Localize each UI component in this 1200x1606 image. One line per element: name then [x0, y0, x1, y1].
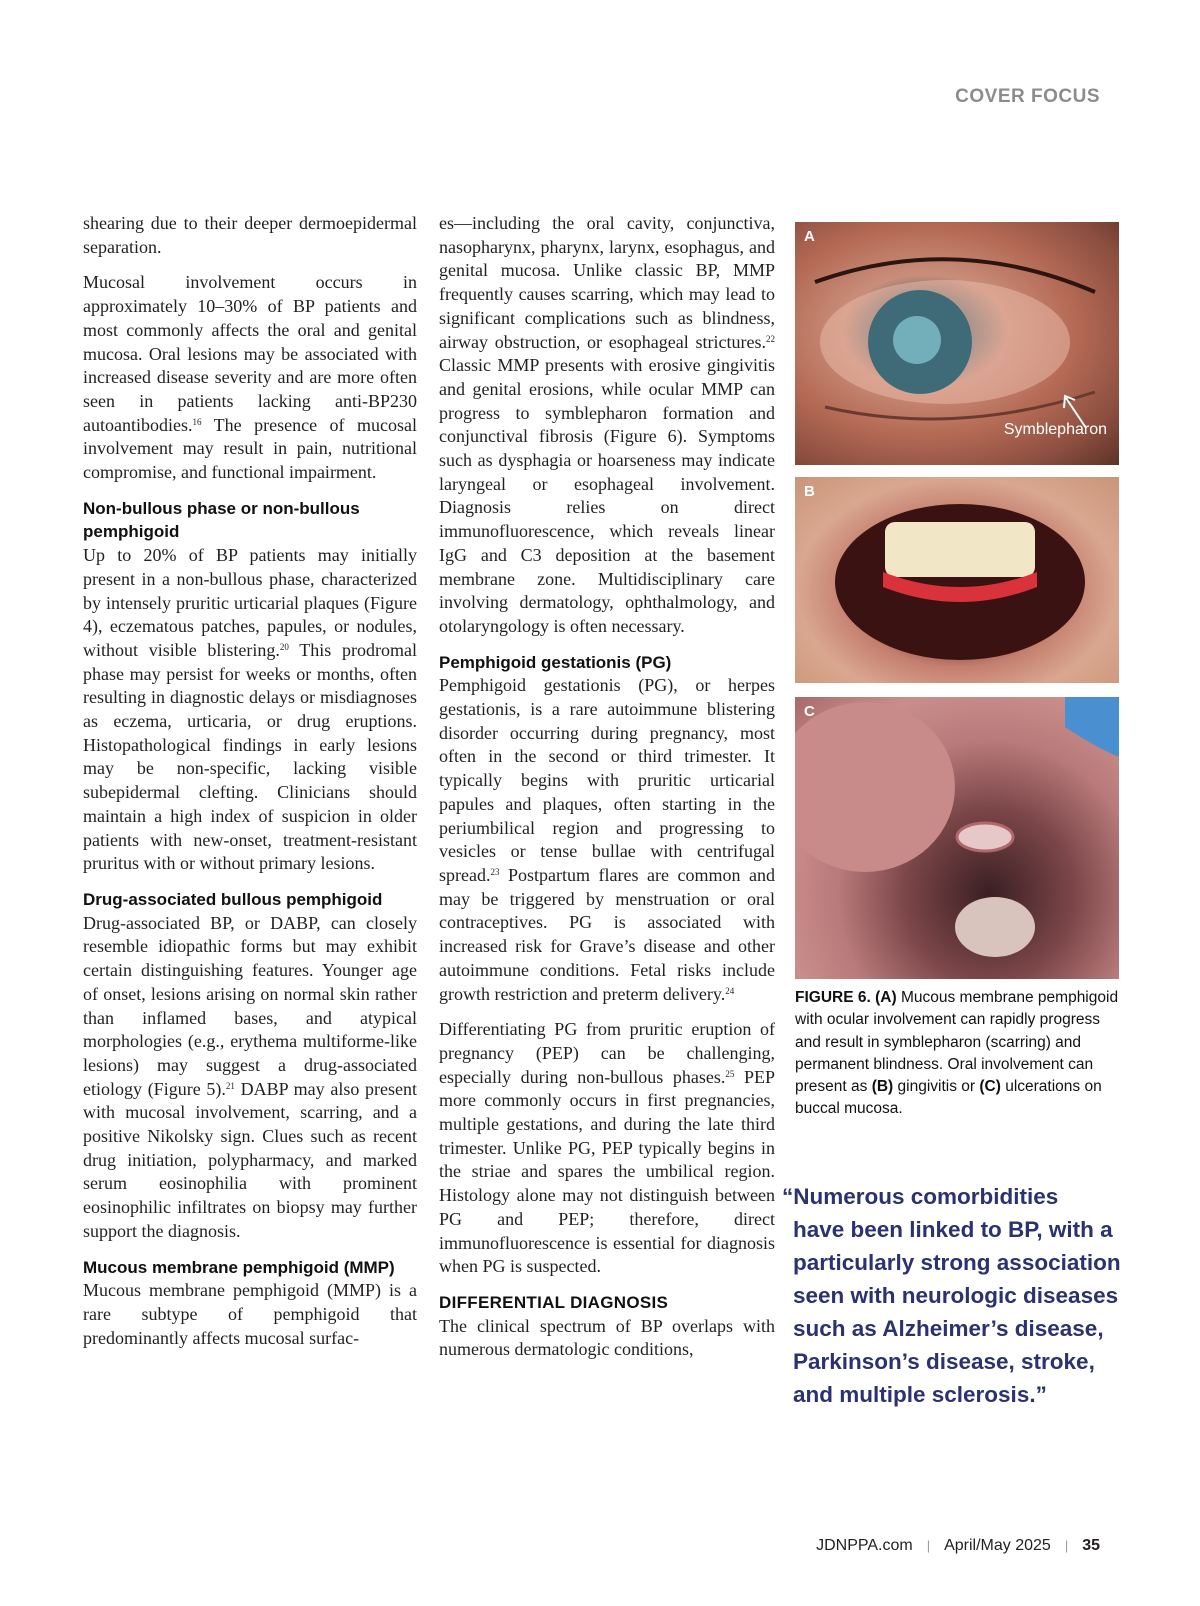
footer-separator: | — [926, 1538, 931, 1553]
footer-site: JDNPPA.com — [816, 1537, 913, 1554]
paragraph: Up to 20% of BP patients may initially present in a non-bullous phase, characterized by intensely pruritic urticarial plaques (Figure 4), eczematous patches, papules, or nodules, without visible blistering.$^{20}$ This prodromal phase may persist for weeks or months, often resulting in diagnostic delays or misdiagnoses as eczema, urticaria, or drug eruptions. Histopathological findings in early lesions may be non-specific, lacking visible subepidermal clefting. Clinicians should maintain a high index of suspicion in older patients with new-onset, treatment-resistant pruritus with or without primary lesions. — [83, 545, 417, 874]
pull-quote-line: and multiple sclerosis.” — [793, 1382, 1047, 1407]
pull-quote-line: have been linked to BP, with a — [793, 1217, 1113, 1242]
paragraph: shearing due to their deeper dermoepidermal separation. — [83, 213, 417, 257]
reference-marker: 24 — [725, 985, 735, 996]
paragraph: The clinical spectrum of BP overlaps with numerous dermatologic conditions, — [439, 1315, 775, 1360]
article-column-2 — [439, 212, 775, 1362]
section-header: COVER FOCUS — [955, 86, 1100, 107]
reference-marker: 23 — [490, 866, 500, 877]
reference-marker: 21 — [225, 1080, 235, 1091]
paragraph: Mucosal involvement occurs in approximately 10–30% of BP patients and most commonly affects the oral and genital mucosa. Oral lesions may be associated with increased disease severity and are more often seen in patients lacking anti-BP230 autoantibodies.$^{16}$ The presence of mucosal involvement may result in pain, nutritional compromise, and functional impairment. — [83, 272, 417, 483]
figure-panel-b-gingivitis-photo — [795, 477, 1119, 683]
paragraph: Pemphigoid gestationis (PG), or herpes gestationis, is a rare autoimmune blistering disorder occurring during pregnancy, most often in the second or third trimester. It typically begins with pruritic urticarial papules and plaques, often starting in the periumbilical region and progressing to vesicles or tense bullae with centrifugal spread.$^{23}$ Postpartum flares are common and may be triggered by menstruation or oral contraceptives. PG is associated with increased risk for Grave’s disease and other autoimmune conditions. Fetal risks include growth restriction and preterm delivery.$^{24}$ — [439, 675, 775, 1004]
panel-label-c: C — [804, 703, 815, 720]
footer-issue: April/May 2025 — [944, 1537, 1051, 1554]
subheading-non-bullous: Non-bullous phase or non-bullous pemphigoid — [83, 498, 360, 542]
figure-panel-a-eye-photo — [795, 222, 1119, 465]
subheading-pg: Pemphigoid gestationis (PG) — [439, 652, 672, 672]
figure-panel-c-buccal-ulcer-photo — [795, 697, 1119, 979]
symblepharon-label: Symblepharon — [1003, 421, 1107, 438]
paragraph: es—including the oral cavity, conjunctiva, nasopharynx, pharynx, larynx, esophagus, and genital mucosa. Unlike classic BP, MMP frequently causes scarring, which may lead to significant complications such as blindness, airway obstruction, or esophageal strictures.$^{22}$ Classic MMP presents with erosive gingivitis and genital erosions, while ocular MMP can progress to symblepharon formation and conjunctival fibrosis (Figure 6). Symptoms such as dysphagia or hoarseness may indicate laryngeal or esophageal involvement. Diagnosis relies on direct immunofluorescence, which reveals linear IgG and C3 deposition at the basement membrane zone. Multidisciplinary care involving dermatology, ophthalmology, and otolaryngology is often necessary. — [439, 213, 775, 636]
reference-marker: 25 — [725, 1068, 735, 1079]
subheading-mmp: Mucous membrane pemphigoid (MMP) — [83, 1257, 395, 1277]
reference-marker: 20 — [279, 641, 289, 652]
pull-quote-line: “Numerous comorbidities — [782, 1184, 1059, 1209]
reference-marker: 22 — [766, 333, 775, 344]
panel-label-b: B — [804, 483, 815, 500]
pull-quote-line: seen with neurologic diseases — [793, 1283, 1119, 1308]
article-column-1 — [83, 212, 417, 1350]
paragraph: Differentiating PG from pruritic eruption of pregnancy (PEP) can be challenging, especially during non-bullous phases.$^{25}$ PEP more commonly occurs in first pregnancies, multiple gestations, and during the late third trimester. Unlike PG, PEP typically begins in the striae and spares the umbilical region. Histology alone may not distinguish between PG and PEP; therefore, direct immunofluorescence is essential for diagnosis when PG is suspected. — [439, 1019, 775, 1277]
reference-marker: 16 — [192, 416, 202, 427]
subheading-differential-diagnosis: DIFFERENTIAL DIAGNOSIS — [439, 1292, 669, 1312]
footer-separator: | — [1064, 1538, 1069, 1553]
subheading-drug-associated: Drug-associated bullous pemphigoid — [83, 889, 383, 909]
paragraph: Mucous membrane pemphigoid (MMP) is a rare subtype of pemphigoid that predominantly affects mucosal surfac- — [83, 1280, 417, 1348]
page-number: 35 — [1082, 1537, 1100, 1554]
buccal-mucosa-illustration — [795, 697, 1119, 979]
panel-label-a: A — [804, 228, 815, 245]
paragraph: Drug-associated BP, or DABP, can closely resemble idiopathic forms but may exhibit certain distinguishing features. Younger age of onset, lesions arising on normal skin rather than inflamed bases, and atypical morphologies (e.g., erythema multiforme-like lesions) may suggest a drug-associated etiology (Figure 5).$^{21}$ DABP may also present with mucosal involvement, scarring, and a positive Nikolsky sign. Clues such as recent drug initiation, polypharmacy, and marked serum eosinophilia with prominent eosinophilic infiltrates on biopsy may further support the diagnosis. — [83, 912, 418, 1241]
page-footer — [816, 1537, 1100, 1555]
figure-caption: FIGURE 6. (A) Mucous membrane pemphigoid with ocular involvement can rapidly progress and result in symblepharon (scarring) and permanent blindness. Oral involvement can present as (B) gingivitis or (C) ulcerations on buccal mucosa. — [795, 989, 1119, 1118]
mouth-teeth-illustration — [795, 477, 1119, 683]
pull-quote — [782, 1180, 1122, 1411]
pull-quote-line: particularly strong association — [793, 1250, 1121, 1275]
pull-quote-line: Parkinson’s disease, stroke, — [793, 1349, 1095, 1374]
pull-quote-line: such as Alzheimer’s disease, — [793, 1316, 1104, 1341]
